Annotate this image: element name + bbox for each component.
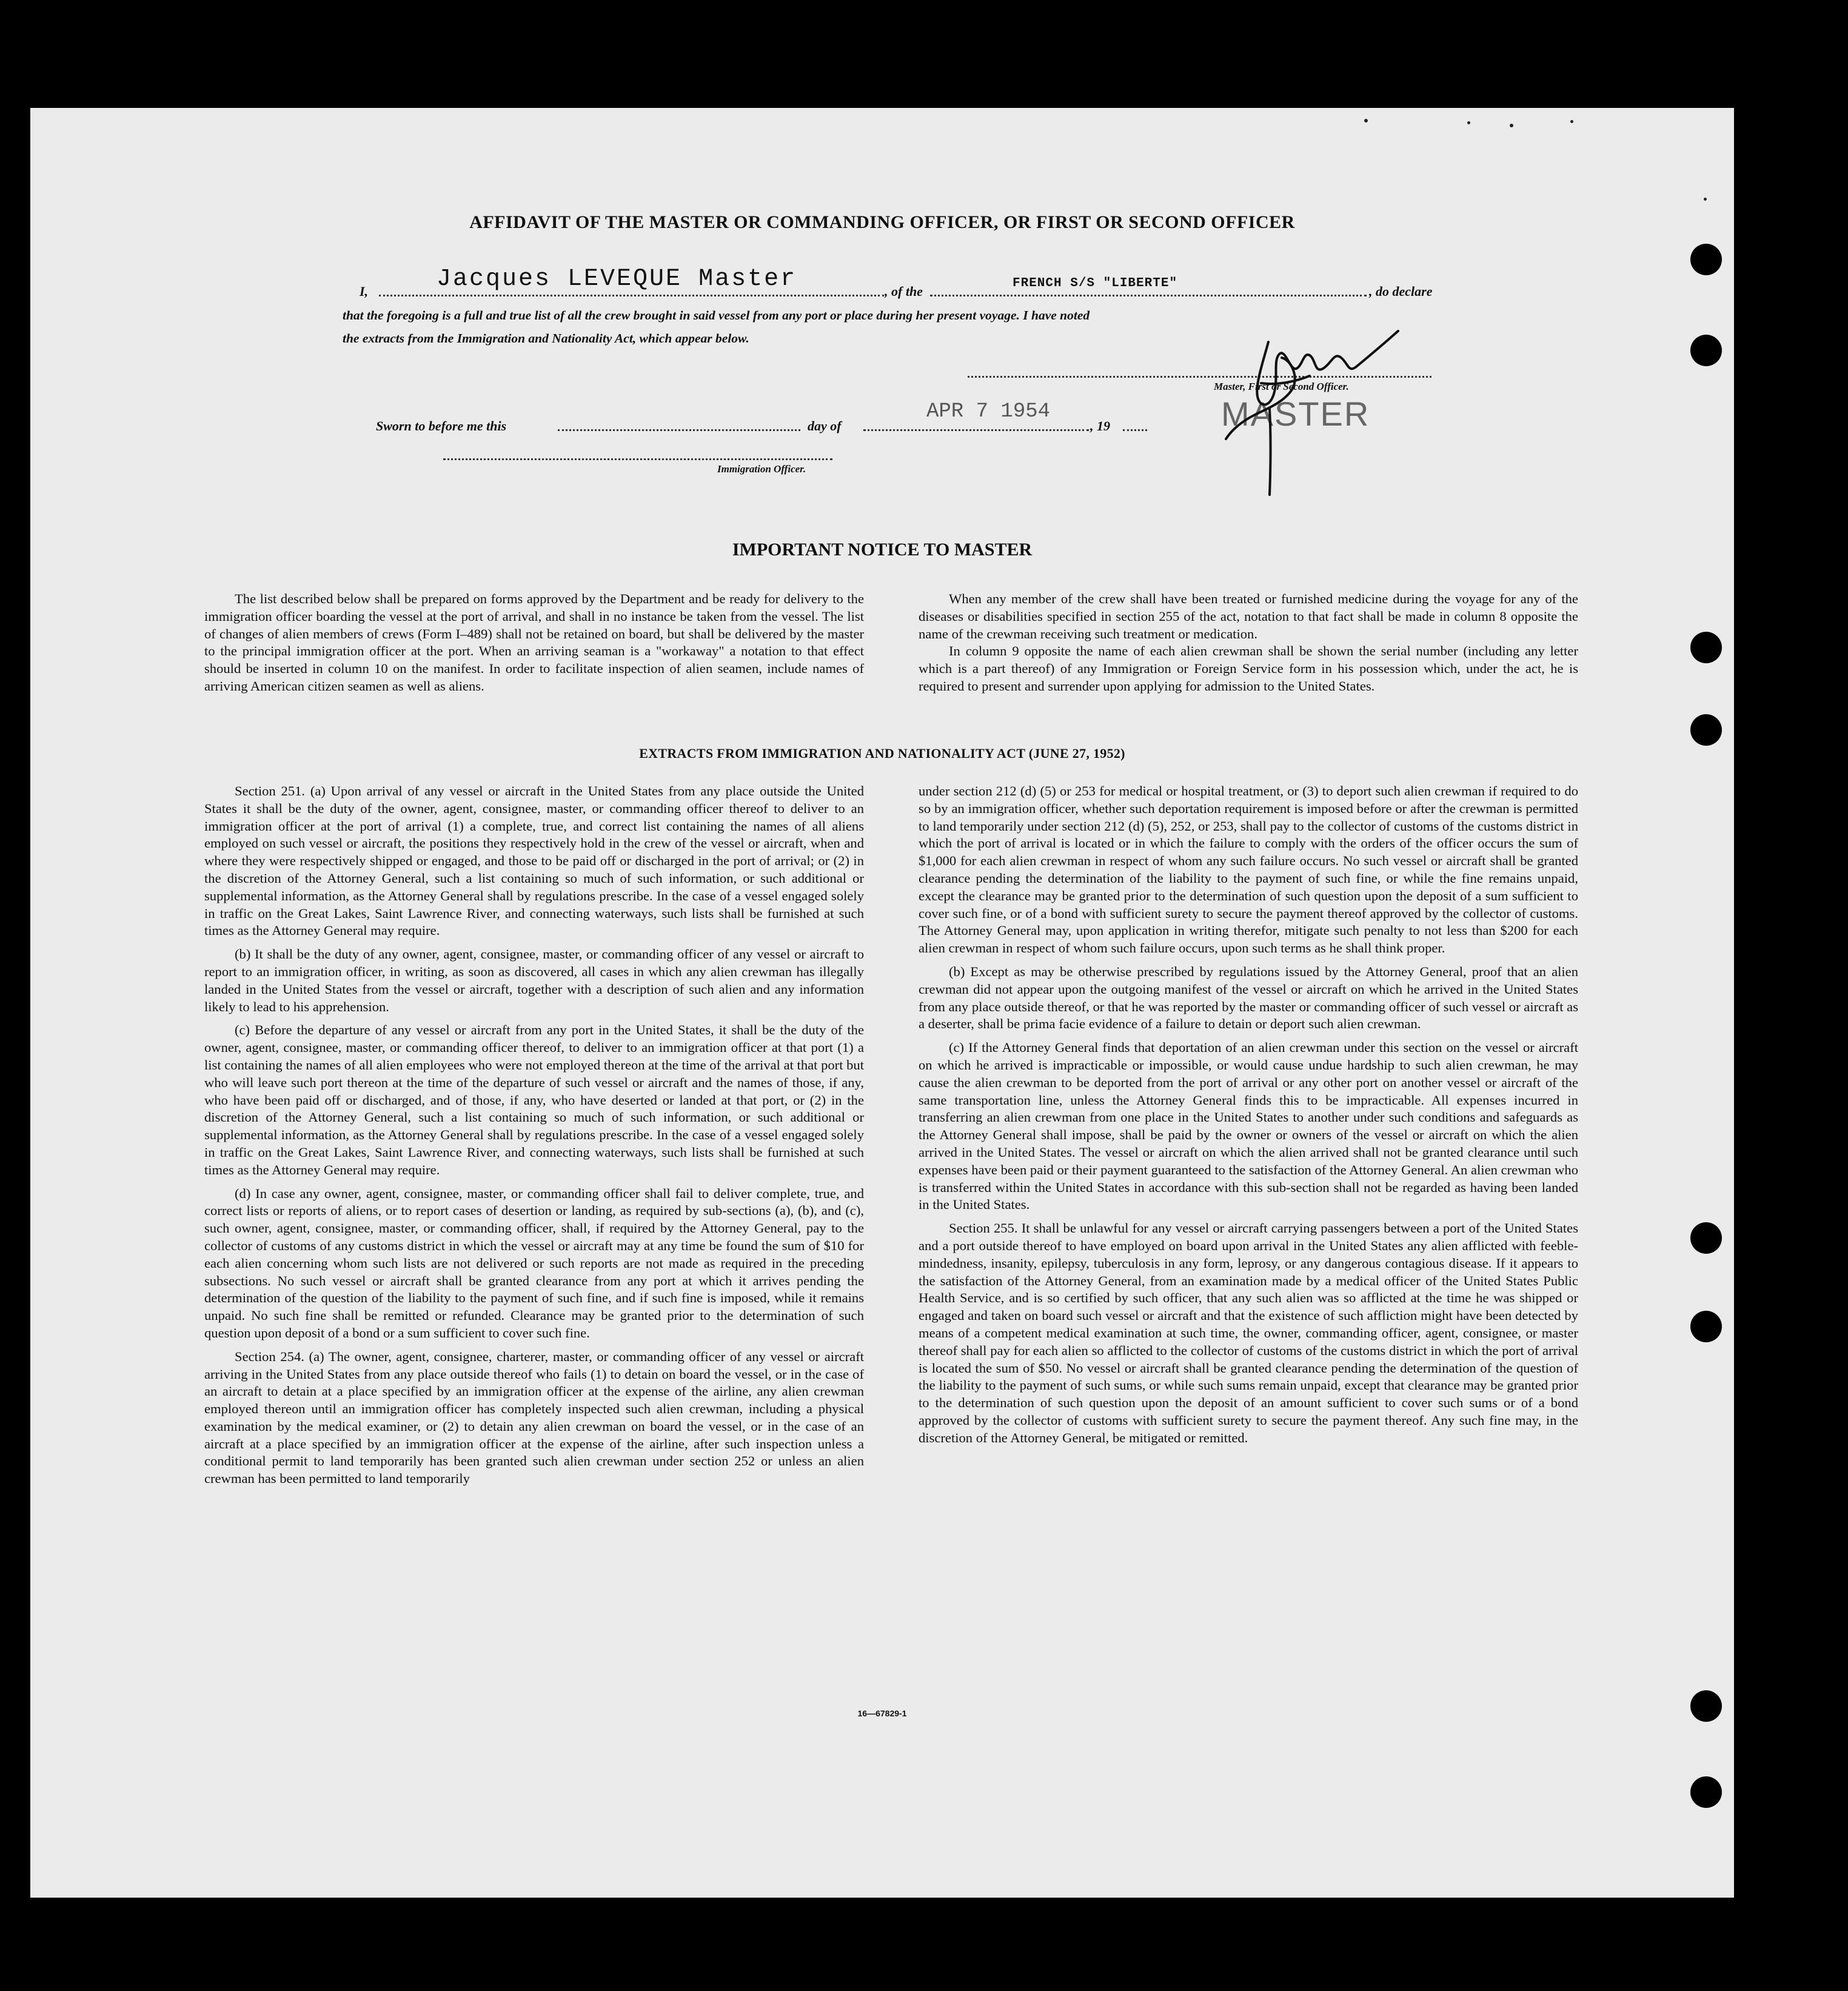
- vessel-name: FRENCH S/S "LIBERTE": [1013, 276, 1178, 290]
- notice-right-column: [919, 591, 1578, 695]
- extract-paragraph: (c) If the Attorney General finds that deportation of an alien crewman under this section on the vessel or aircraft on which he arrived is impracticable or impossible, or would cause undue hardship to such alien crewman, he may cause the alien crewman to be deported from the port of arrival or any other port on another vessel or aircraft of the same transportation line, unless the Attorney General finds this to be impracticable. All expenses incurred in transferring an alien crewman from one place in the United States to another under such conditions and safeguards as the Attorney General shall impose, shall be paid by the owner or owners of the vessel or aircraft on which the alien arrived in the United States. The vessel or aircraft on which the alien arrived shall not be granted clearance until such expenses have been paid or their payment guaranteed to the satisfaction of the Attorney General. An alien crewman who is transferred within the United States in accordance with this sub-section shall not be regarded as having been landed in the United States.: [919, 1040, 1578, 1213]
- dust-speck: [1570, 120, 1573, 123]
- signature-icon: [1219, 318, 1413, 518]
- binder-hole: [1690, 335, 1722, 366]
- month-line: [863, 429, 1089, 431]
- signature-caption: Master, First or Second Officer.: [1214, 381, 1349, 392]
- immigration-officer-caption: Immigration Officer.: [717, 463, 806, 475]
- extract-paragraph: (c) Before the departure of any vessel or aircraft from any port in the United States, it shall be the duty of the owner, agent, consignee, master, or commanding officer thereof, to deliver to an immigration officer at that port (1) a list containing the names of all alien employees who were not employed thereon at the time of the arrival at that port but who will leave such port thereon at the time of the departure of such vessel or aircraft and the names of those, if any, who have been paid off or discharged, and of those, if any, who have deserted or landed at that port, or (2) in the discretion of the Attorney General, such a list containing so much of such information, or such additional or supplemental information, as the Attorney General shall by regulations prescribe. In the case of a vessel engaged solely in traffic on the Great Lakes, Saint Lawrence River, and connecting waterways, such lists shall be furnished at such times as the Attorney General may require.: [204, 1022, 864, 1177]
- binder-hole: [1690, 1311, 1722, 1342]
- extract-paragraph: (b) Except as may be otherwise prescribed by regulations issued by the Attorney General, proof that an alien crewman did not appear upon the outgoing manifest of the vessel or aircraft on which he arrived in the United States from any place outside thereof, or that he was reported by the master or commanding officer of such vessel or aircraft as a deserter, shall be prima facie evidence of a failure to detain or deport such alien crewman.: [919, 963, 1578, 1032]
- extract-paragraph: Section 255. It shall be unlawful for any vessel or aircraft carrying passengers between a port of the United States and a port outside thereof to have employed on board upon arrival in the United States any alien afflicted with feeble-mindedness, insanity, epilepsy, tuberculosis in any form, leprosy, or any dangerous contagious disease. If it appears to the satisfaction of the Attorney General, from an examination made by a medical officer of the United States Public Health Service, and is so certified by such officer, that any such alien was so afflicted at the time he was shipped or engaged and taken on board such vessel or aircraft and that the existence of such affliction might have been detected by means of a competent medical examination at such time, the owner, commanding officer, agent, consignee, or master thereof shall pay for each alien so afflicted to the collector of customs of the customs district in which the port of arrival is located the sum of $50. No vessel or aircraft shall be granted clearance pending the determination of the question of the liability to the payment of such sums, or while such sums remain unpaid, except that clearance may be granted prior to the determination of such question upon the deposit of an amount sufficient to cover such sums or of a bond approved by the collector of customs with sufficient surety to secure the payment thereof. Any such fine may, in the discretion of the Attorney General, be mitigated or remitted.: [919, 1220, 1578, 1445]
- form-number: 16—67829-1: [857, 1708, 907, 1718]
- binder-hole: [1690, 632, 1722, 663]
- declaration-line-1: that the foregoing is a full and true list of all the crew brought in said vessel from any port or place during her present voyage. I have noted: [343, 308, 1090, 323]
- extracts-left-column: [204, 783, 864, 1488]
- notice-paragraph: In column 9 opposite the name of each alien crewman shall be shown the serial number (including any letter which is a part thereof) of any Immigration or Foreign Service form in his possession which, under the act, he is required to present and surrender upon applying for admission to the United States.: [919, 643, 1578, 694]
- binder-hole: [1690, 714, 1722, 746]
- extract-paragraph: Section 254. (a) The owner, agent, consignee, charterer, master, or commanding officer of any vessel or aircraft arriving in the United States from any place outside thereof who fails (1) to detain on board the vessel, or in the case of an aircraft to detain at a place specified by an immigration officer at the expense of the airline, any alien crewman employed thereon until an immigration officer has completely inspected such alien crewman, including a physical examination by the medical examiner, or (2) to detain any alien crewman on board the vessel, or in the case of an aircraft at a place specified by an immigration officer at the expense of the airline, after such inspection unless a conditional permit to land temporarily has been granted such alien crewman under section 252 or unless an alien crewman has been permitted to land temporarily: [204, 1348, 864, 1487]
- day-of-label: day of: [808, 418, 842, 433]
- year-line: [1123, 429, 1147, 431]
- extract-paragraph: (d) In case any owner, agent, consignee, master, or commanding officer shall fail to deliver complete, true, and correct lists or reports of aliens, or to report cases of desertion or landing, as required by sub-sections (a), (b), and (c), such owner, agent, consignee, master, or commanding officer, shall, if required by the Attorney General, pay to the collector of customs of any customs district in which the vessel or aircraft may at any time be found the sum of $10 for each alien concerning whom such lists are not delivered or such reports are not made as required in the preceding subsections. No such vessel or aircraft shall be granted clearance from any port at which it arrives pending the determination of the question of the liability to the payment of such fine, and if such fine is imposed, while it remains unpaid. No such fine shall be remitted or refunded. Clearance may be granted prior to the determination of such question upon deposit of a bond or a sum sufficient to cover such fine.: [204, 1185, 864, 1340]
- extracts-heading: EXTRACTS FROM IMMIGRATION AND NATIONALITY ACT (JUNE 27, 1952): [639, 746, 1125, 761]
- declaration-line-2: the extracts from the Immigration and Nationality Act, which appear below.: [343, 331, 749, 346]
- name-line: [379, 295, 884, 296]
- notice-heading: IMPORTANT NOTICE TO MASTER: [732, 540, 1033, 560]
- affidavit-title: AFFIDAVIT OF THE MASTER OR COMMANDING OFFICER, OR FIRST OR SECOND OFFICER: [469, 212, 1295, 232]
- binder-hole: [1690, 1222, 1722, 1254]
- extract-paragraph: under section 212 (d) (5) or 253 for medical or hospital treatment, or (3) to deport such alien crewman if required to do so by an immigration officer, whether such deportation requirement is imposed before or after the crewman is permitted to land temporarily under section 212 (d) (5), 252, or 253, shall pay to the collector of customs of the customs district in which the port of arrival is located or in which the failure to comply with the orders of the officer occurs the sum of $1,000 for each alien crewman in respect of whom any such failure occurs. No such vessel or aircraft shall be granted clearance pending the determination of the liability to the payment of such fine, or while the fine remains unpaid, except the clearance may be granted prior to the determination of such question upon the deposit of a sum sufficient to cover such fine, or of a bond with sufficient surety to secure the payment thereof approved by the collector of customs. The Attorney General may, upon application in writing therefor, mitigate such penalty to not less than $200 for each alien crewman in respect of whom such failure occurs, upon such terms as he shall think proper.: [919, 783, 1578, 956]
- sworn-label: Sworn to before me this: [376, 418, 507, 433]
- of-the-label: , of the: [885, 284, 923, 299]
- vessel-line: [930, 295, 1367, 296]
- dust-speck: [1704, 198, 1707, 201]
- binder-hole: [1690, 1776, 1722, 1808]
- extracts-right-column: [919, 783, 1578, 1447]
- year-label: , 19: [1090, 418, 1110, 433]
- i-label: I,: [360, 284, 369, 299]
- dust-speck: [1364, 119, 1368, 122]
- sworn-day-line: [558, 429, 800, 431]
- immigration-officer-line: [443, 458, 832, 460]
- document-page: [30, 108, 1734, 1898]
- officer-name: Jacques LEVEQUE Master: [437, 266, 797, 293]
- binder-hole: [1690, 244, 1722, 275]
- dust-speck: [1510, 124, 1513, 127]
- notice-paragraph: When any member of the crew shall have been treated or furnished medicine during the voyage for any of the diseases or disabilities specified in section 255 of the act, notation to that fact shall be made in column 8 opposite the name of the crewman receiving such treatment or medication.: [919, 591, 1578, 641]
- extract-paragraph: Section 251. (a) Upon arrival of any vessel or aircraft in the United States from any place outside the United States it shall be the duty of the owner, agent, consignee, master, or commanding officer thereof to deliver to an immigration officer at the port of arrival (1) a complete, true, and correct list containing the names of all aliens employed on such vessel or aircraft, the positions they respectively hold in the crew of the vessel or aircraft, when and where they were respectively shipped or engaged, and those to be paid off or discharged in the port of arrival; or (2) in the discretion of the Attorney General, such a list containing so much of such information, or such additional or supplemental information, as the Attorney General shall by regulations prescribe. In the case of a vessel engaged solely in traffic on the Great Lakes, Saint Lawrence River, and connecting waterways, such lists shall be furnished at such times as the Attorney General may require.: [204, 783, 864, 939]
- date-stamp: APR 7 1954: [926, 400, 1051, 423]
- dust-speck: [1467, 121, 1470, 124]
- do-declare-label: , do declare: [1369, 284, 1433, 299]
- extract-paragraph: (b) It shall be the duty of any owner, agent, consignee, master, or commanding officer of any vessel or aircraft to report to an immigration officer, in writing, as soon as discovered, all cases in which any alien crewman has illegally landed in the United States from the vessel or aircraft, together with a description of such alien and any information likely to lead to his apprehension.: [204, 946, 864, 1014]
- notice-left-column: [204, 591, 864, 695]
- master-stamp: MASTER: [1221, 395, 1370, 433]
- notice-paragraph: The list described below shall be prepared on forms approved by the Department and be ready for delivery to the immigration officer boarding the vessel at the port of arrival, and shall in no instance be taken from the vessel. The list of changes of alien members of crews (Form I–489) shall not be retained on board, but shall be delivered by the master to the principal immigration officer at the port. When an arriving seaman is a "workaway" a notation to that effect should be inserted in column 10 on the manifest. In order to facilitate inspection of alien seamen, include names of arriving American citizen seamen as well as aliens.: [204, 591, 864, 694]
